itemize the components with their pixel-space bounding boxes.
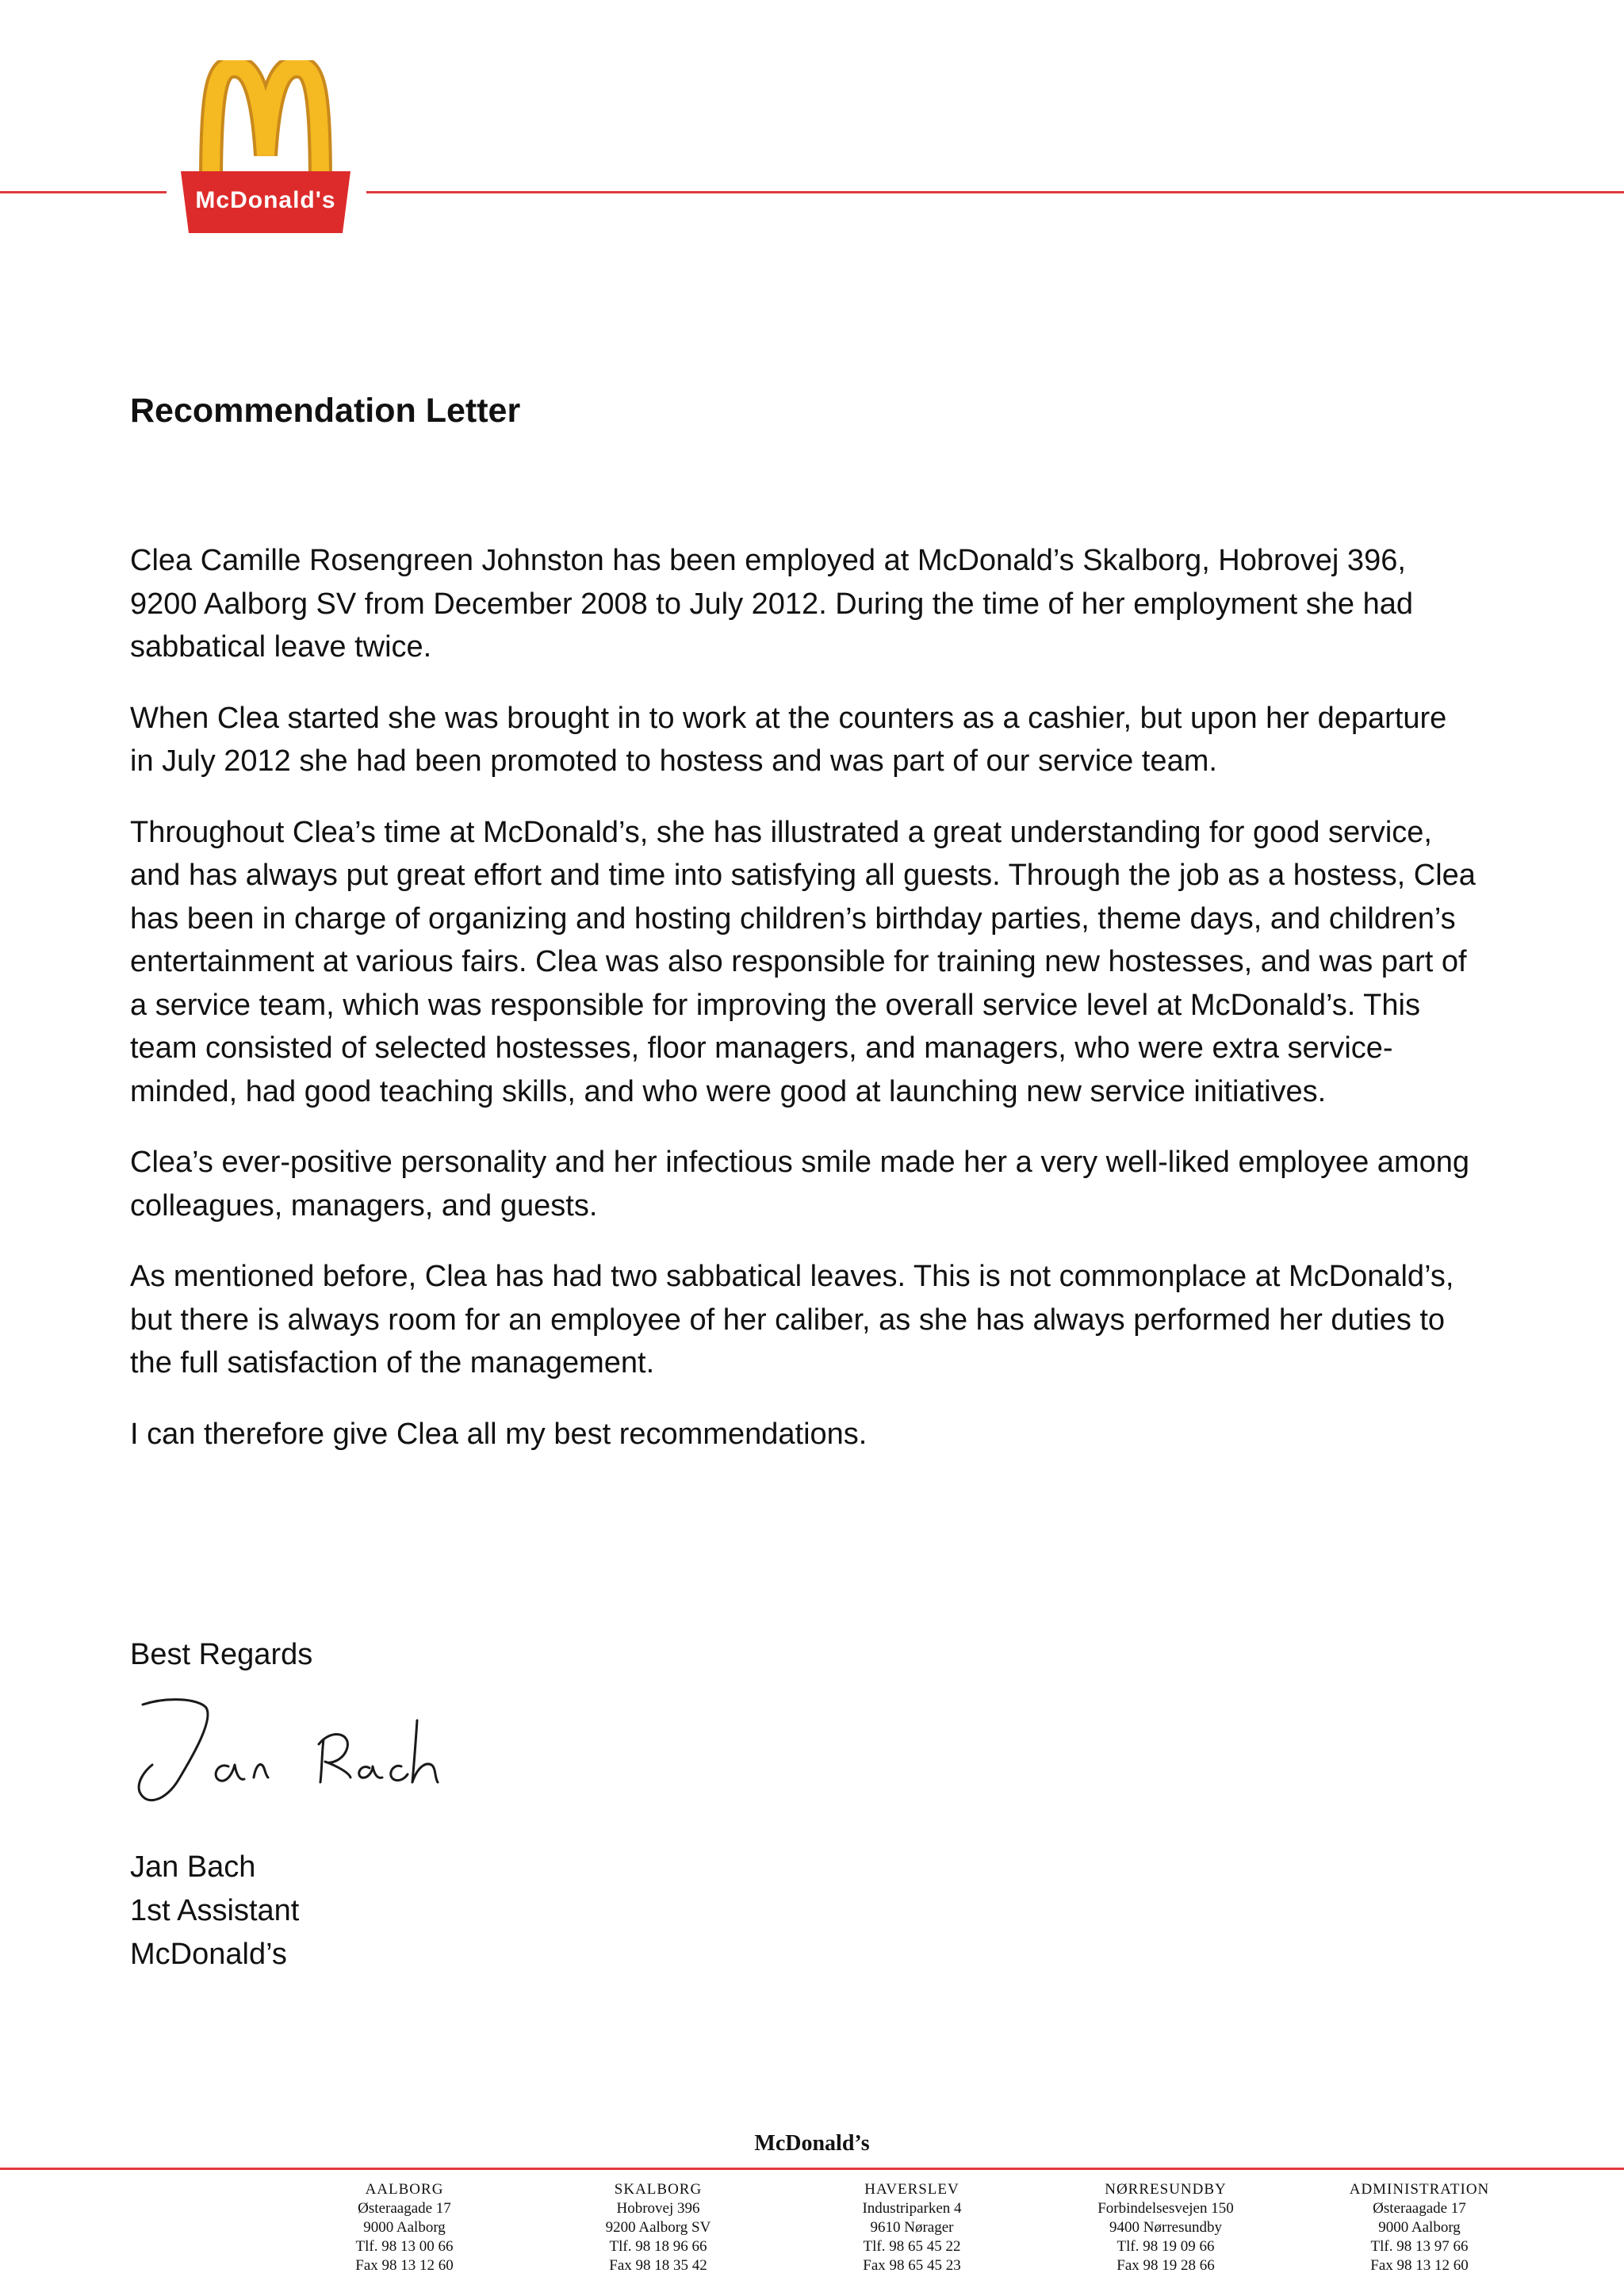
office-phone: Tlf. 98 18 96 66 [609, 2238, 707, 2255]
office-city: NØRRESUNDBY [1105, 2181, 1227, 2198]
office-fax: Fax 98 18 35 42 [609, 2257, 707, 2274]
footer-rule [0, 2168, 1624, 2170]
signer-role: 1st Assistant [130, 1894, 300, 1927]
office-city: ADMINISTRATION [1349, 2181, 1490, 2198]
header-rule-right [366, 191, 1624, 193]
office-city: SKALBORG [614, 2181, 703, 2198]
office-fax: Fax 98 19 28 66 [1116, 2257, 1215, 2274]
office-postal: 9610 Nørager [870, 2219, 954, 2236]
office-addresses [301, 2180, 1522, 2275]
office-postal: 9000 Aalborg [363, 2219, 446, 2236]
footer-brand: McDonald’s [754, 2131, 870, 2156]
office-phone: Tlf. 98 65 45 22 [863, 2238, 961, 2255]
letter-body [130, 539, 1478, 1483]
office-administration [1316, 2180, 1522, 2275]
signer-name: Jan Bach [130, 1850, 256, 1884]
office-fax: Fax 98 13 12 60 [355, 2257, 454, 2274]
signer-block [130, 1846, 299, 1976]
office-street: Forbindelsesvejen 150 [1097, 2200, 1234, 2217]
office-street: Hobrovej 396 [616, 2200, 700, 2217]
paragraph: Throughout Clea’s time at McDonald’s, she has illustrated a great understanding for good service, and has always put great effort and time into satisfying all guests. Through the job as a hostess, Clea has been in charge of organizing and hosting children’s birthday parties, theme days, and children’s entertainment at various fairs. Clea was also responsible for training new hostesses, and was part of a service team, which was responsible for improving the overall service level at McDonald’s. This team consisted of selected hostesses, floor managers, and managers, who were extra service-minded, had good teaching skills, and who were good at launching new service initiatives. [130, 815, 1476, 1108]
office-norresundby [1063, 2180, 1269, 2275]
office-city: HAVERSLEV [864, 2181, 959, 2198]
letter-title: Recommendation Letter [130, 392, 521, 430]
paragraph: I can therefore give Clea all my best recommendations. [130, 1417, 868, 1451]
mcdonalds-logo [179, 60, 352, 235]
office-fax: Fax 98 65 45 23 [863, 2257, 961, 2274]
office-postal: 9200 Aalborg SV [605, 2219, 711, 2236]
office-aalborg [301, 2180, 508, 2275]
office-city: AALBORG [365, 2181, 444, 2198]
paragraph: As mentioned before, Clea has had two sabbatical leaves. This is not commonplace at McDonald’s, but there is always room for an employee of her caliber, as she has always performed her duties to the full satisfaction of the management. [130, 1260, 1454, 1380]
paragraph: Clea’s ever-positive personality and her infectious smile made her a very well-liked employee among colleagues, managers, and guests. [130, 1146, 1469, 1223]
header-rule-left [0, 191, 167, 193]
office-phone: Tlf. 98 13 97 66 [1370, 2238, 1469, 2255]
paragraph: When Clea started she was brought in to work at the counters as a cashier, but upon her departure in July 2012 she had been promoted to hostess and was part of our service team. [130, 701, 1447, 778]
paragraph: Clea Camille Rosengreen Johnston has been employed at McDonald’s Skalborg, Hobrovej 396, 9200 Aalborg SV from December 2008 to July 2012. During the time of her employment she had sabbatical leave twice. [130, 544, 1414, 664]
office-street: Østeraagade 17 [1373, 2200, 1466, 2217]
office-phone: Tlf. 98 19 09 66 [1116, 2238, 1215, 2255]
handwritten-signature [135, 1689, 468, 1827]
logo-wordmark: McDonald's [195, 187, 336, 213]
office-fax: Fax 98 13 12 60 [1370, 2257, 1469, 2274]
signer-company: McDonald’s [130, 1938, 287, 1971]
office-street: Industriparken 4 [862, 2200, 962, 2217]
office-phone: Tlf. 98 13 00 66 [355, 2238, 454, 2255]
closing-salutation: Best Regards [130, 1638, 313, 1671]
office-skalborg [555, 2180, 761, 2275]
office-street: Østeraagade 17 [358, 2200, 451, 2217]
office-postal: 9400 Nørresundby [1109, 2219, 1222, 2236]
office-haverslev [809, 2180, 1015, 2275]
office-postal: 9000 Aalborg [1378, 2219, 1461, 2236]
